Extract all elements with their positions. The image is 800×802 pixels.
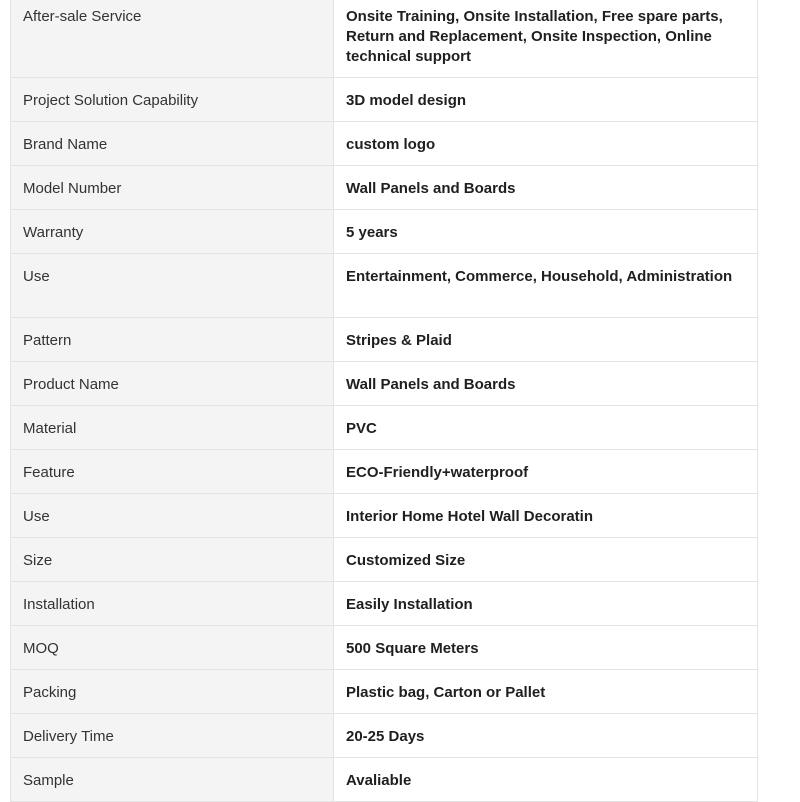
spec-label: Size — [11, 538, 334, 582]
spec-row-use — [11, 254, 758, 318]
spec-value: Entertainment, Commerce, Household, Administration — [334, 254, 758, 318]
spec-row-brand-name — [11, 122, 758, 166]
spec-row-installation — [11, 582, 758, 626]
spec-value: PVC — [334, 406, 758, 450]
product-spec-table — [10, 0, 758, 802]
spec-label: After-sale Service — [11, 0, 334, 78]
spec-label: Use — [11, 254, 334, 318]
spec-label: Project Solution Capability — [11, 78, 334, 122]
spec-label: Sample — [11, 758, 334, 802]
spec-row-moq — [11, 626, 758, 670]
spec-label: Packing — [11, 670, 334, 714]
spec-row-after-sale-service — [11, 0, 758, 78]
spec-label: Model Number — [11, 166, 334, 210]
spec-row-delivery-time — [11, 714, 758, 758]
spec-row-size — [11, 538, 758, 582]
spec-row-feature — [11, 450, 758, 494]
spec-value: 20-25 Days — [334, 714, 758, 758]
spec-label: Brand Name — [11, 122, 334, 166]
spec-value: 3D model design — [334, 78, 758, 122]
spec-value: Onsite Training, Onsite Installation, Free spare parts, Return and Replacement, Onsite Inspection, Online technical support — [334, 0, 758, 78]
spec-value: Wall Panels and Boards — [334, 166, 758, 210]
spec-label: Pattern — [11, 318, 334, 362]
spec-value: Interior Home Hotel Wall Decoratin — [334, 494, 758, 538]
spec-value: custom logo — [334, 122, 758, 166]
spec-row-packing — [11, 670, 758, 714]
spec-row-sample — [11, 758, 758, 802]
spec-label: Product Name — [11, 362, 334, 406]
spec-value: Easily Installation — [334, 582, 758, 626]
spec-value: 500 Square Meters — [334, 626, 758, 670]
spec-label: Warranty — [11, 210, 334, 254]
spec-value: ECO-Friendly+waterproof — [334, 450, 758, 494]
spec-row-pattern — [11, 318, 758, 362]
spec-row-material — [11, 406, 758, 450]
spec-row-model-number — [11, 166, 758, 210]
spec-value: Stripes & Plaid — [334, 318, 758, 362]
spec-label: Delivery Time — [11, 714, 334, 758]
spec-row-product-name — [11, 362, 758, 406]
spec-value: Wall Panels and Boards — [334, 362, 758, 406]
spec-label: Feature — [11, 450, 334, 494]
spec-value: Plastic bag, Carton or Pallet — [334, 670, 758, 714]
spec-label: Material — [11, 406, 334, 450]
spec-label: Installation — [11, 582, 334, 626]
spec-label: Use — [11, 494, 334, 538]
spec-value: Avaliable — [334, 758, 758, 802]
spec-row-use-2 — [11, 494, 758, 538]
spec-value: 5 years — [334, 210, 758, 254]
spec-row-project-solution-capability — [11, 78, 758, 122]
spec-value: Customized Size — [334, 538, 758, 582]
spec-row-warranty — [11, 210, 758, 254]
spec-label: MOQ — [11, 626, 334, 670]
